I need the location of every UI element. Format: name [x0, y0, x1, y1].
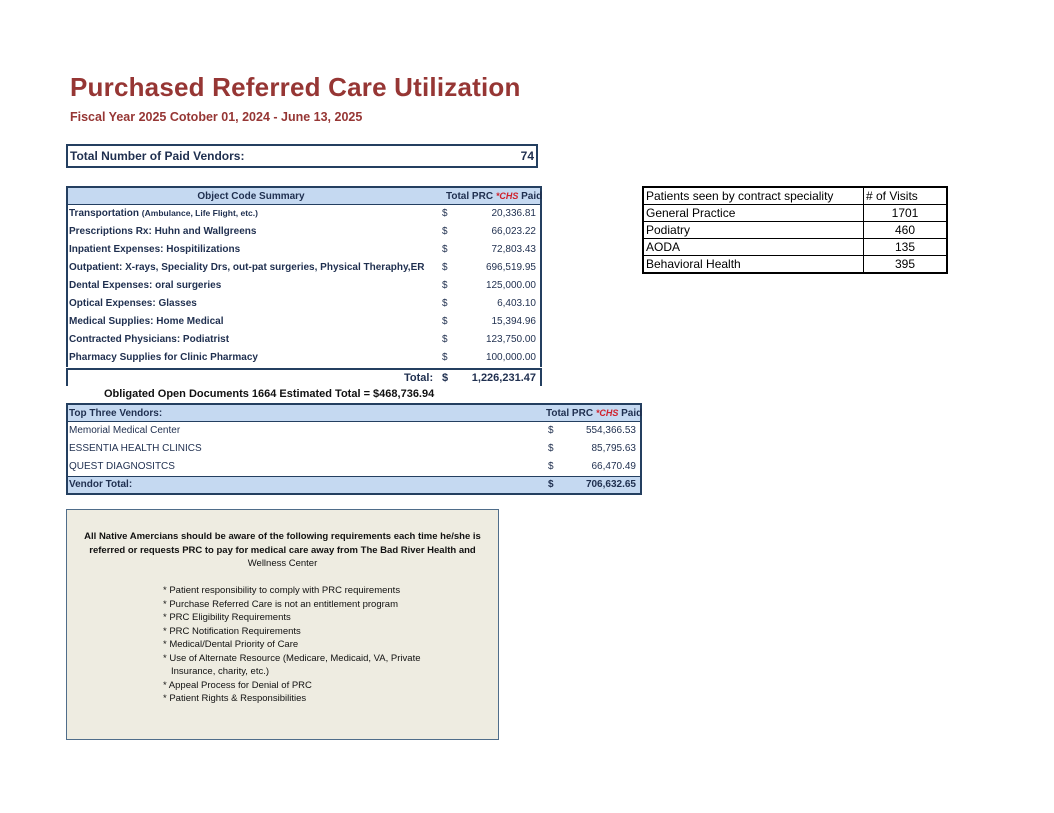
visits-header-row: [643, 187, 947, 205]
notice-item: * Appeal Process for Denial of PRC: [163, 679, 312, 691]
visits-header-count: # of Visits: [864, 187, 948, 205]
notice-item: * PRC Notification Requirements: [163, 625, 301, 637]
vendor-name: ESSENTIA HEALTH CLINICS: [69, 443, 202, 454]
object-row-currency: $: [442, 334, 448, 345]
notice-requirements-list: [163, 584, 463, 706]
object-summary-rows: [68, 205, 540, 367]
header-total-suffix: Paid: [521, 191, 543, 202]
object-row-label: [69, 316, 223, 327]
object-row-label: [69, 208, 258, 219]
object-summary-row: [68, 313, 540, 331]
notice-intro-bold: All Native Amercians should be aware of the following requirements each time he/she is referred or requests PRC to pay for medical care away from The Bad River Health and: [84, 531, 481, 556]
visits-specialty: General Practice: [643, 205, 864, 222]
object-row-currency: $: [442, 226, 448, 237]
object-row-amount: 72,803.43: [491, 244, 536, 255]
object-summary-header-label: Object Code Summary: [197, 191, 305, 202]
notice-item: * PRC Eligibility Requirements: [163, 612, 291, 623]
notice-intro-tail: Wellness Center: [247, 558, 318, 569]
object-summary-header-total: [446, 191, 542, 202]
page-title: Purchased Referred Care Utilization: [70, 72, 521, 102]
total-label: Total:: [404, 372, 434, 384]
notice-item: * Patient Rights & Responsibilities: [163, 693, 307, 704]
object-row-label-main: Dental Expenses: oral surgeries: [69, 280, 222, 291]
object-row-currency: $: [442, 262, 448, 273]
visits-count: 1701: [864, 205, 948, 222]
visits-count: 460: [864, 222, 948, 239]
object-row-label-main: Optical Expenses: Glasses: [69, 298, 197, 309]
object-row-label-main: Inpatient Expenses: Hospitilizations: [69, 244, 241, 255]
total-currency: $: [442, 372, 449, 384]
header-chs-mark: *CHS: [595, 408, 619, 418]
object-row-amount: 15,394.96: [491, 316, 536, 327]
vendor-amount: 85,795.63: [591, 443, 636, 454]
object-summary-row: [68, 331, 540, 349]
vendor-row: [68, 440, 640, 458]
top-vendors-table: [66, 403, 642, 495]
specialty-visits-table: [642, 186, 948, 274]
object-row-label-main: Transportation: [69, 208, 140, 219]
visits-row: [643, 256, 947, 274]
object-row-label: [69, 244, 240, 255]
total-amount: 1,226,231.47: [471, 372, 536, 384]
object-summary-header: [68, 188, 543, 205]
notice-item: * Use of Alternate Resource (Medicare, Medicaid, VA, Private Insurance, charity, etc.): [163, 652, 421, 677]
top-vendors-header: [68, 405, 643, 422]
object-row-amount: 100,000.00: [485, 352, 536, 363]
vendor-amount: 554,366.53: [585, 425, 636, 436]
object-row-currency: $: [442, 298, 448, 309]
object-row-amount: 66,023.22: [491, 226, 536, 237]
object-summary-total-row: [66, 368, 542, 386]
vendor-total-row: [68, 476, 640, 493]
object-summary-row: [68, 349, 540, 367]
vendor-total-amount: 706,632.65: [585, 479, 636, 490]
top-vendors-header-total: [546, 408, 642, 419]
object-row-label-sub: (Ambulance, Life Flight, etc.): [141, 208, 258, 218]
object-row-label: [69, 262, 424, 273]
vendor-name: Memorial Medical Center: [69, 425, 181, 436]
header-chs-mark: *CHS: [495, 191, 519, 201]
visits-row: [643, 239, 947, 256]
object-row-label-main: Outpatient: X-rays, Speciality Drs, out-pat surgeries, Physical Theraphy,ER: [69, 262, 425, 273]
object-row-currency: $: [442, 316, 448, 327]
object-row-amount: 123,750.00: [485, 334, 536, 345]
object-row-amount: 20,336.81: [491, 208, 536, 219]
vendor-total-label: Vendor Total:: [69, 479, 133, 490]
notice-item: * Purchase Referred Care is not an entitlement program: [163, 598, 398, 610]
vendor-currency: $: [548, 425, 554, 436]
object-row-label: [69, 298, 197, 309]
object-row-label-main: Pharmacy Supplies for Clinic Pharmacy: [69, 352, 258, 363]
notice-intro: [75, 530, 490, 571]
visits-header-specialty: Patients seen by contract speciality: [643, 187, 864, 205]
header-total-suffix: Paid: [621, 408, 643, 419]
visits-specialty: Podiatry: [643, 222, 864, 239]
object-row-label: [69, 334, 229, 345]
object-row-amount: 696,519.95: [485, 262, 536, 273]
visits-row: [643, 205, 947, 222]
object-row-label-main: Prescriptions Rx: Huhn and Wallgreens: [69, 226, 257, 237]
visits-count: 395: [864, 256, 948, 274]
object-summary-row: [68, 277, 540, 295]
object-row-amount: 125,000.00: [485, 280, 536, 291]
notice-item: * Patient responsibility to comply with PRC requirements: [163, 585, 401, 596]
visits-row: [643, 222, 947, 239]
obligated-documents-note: Obligated Open Documents 1664 Estimated Total = $468,736.94: [104, 388, 435, 400]
page-subtitle: Fiscal Year 2025 Cotober 01, 2024 - June 13, 2025: [70, 110, 363, 124]
header-total-prefix: Total PRC: [446, 191, 494, 202]
object-row-currency: $: [442, 244, 448, 255]
object-row-currency: $: [442, 208, 448, 219]
prc-requirements-notice: [66, 509, 499, 740]
object-summary-row: [68, 259, 540, 277]
object-code-summary-table: [66, 186, 542, 367]
object-row-currency: $: [442, 352, 448, 363]
object-summary-row: [68, 241, 540, 259]
paid-vendors-label: Total Number of Paid Vendors:: [70, 149, 245, 163]
vendor-name: QUEST DIAGNOSITCS: [69, 461, 175, 472]
notice-item: * Medical/Dental Priority of Care: [163, 639, 299, 650]
object-summary-row: [68, 205, 540, 223]
object-row-label-main: Medical Supplies: Home Medical: [69, 316, 224, 327]
object-row-label: [69, 226, 256, 237]
object-row-label: [69, 280, 221, 291]
vendor-row: [68, 458, 640, 476]
object-summary-row: [68, 223, 540, 241]
object-row-currency: $: [442, 280, 448, 291]
top-vendors-rows: [68, 422, 640, 476]
visits-count: 135: [864, 239, 948, 256]
paid-vendors-value: 74: [520, 149, 534, 163]
vendor-total-currency: $: [548, 479, 554, 490]
header-total-prefix: Total PRC: [546, 408, 594, 419]
vendor-amount: 66,470.49: [591, 461, 636, 472]
paid-vendors-box: [66, 144, 538, 168]
object-row-label: [69, 352, 258, 363]
top-vendors-header-label: Top Three Vendors:: [69, 408, 163, 419]
object-row-amount: 6,403.10: [497, 298, 536, 309]
visits-specialty: AODA: [643, 239, 864, 256]
object-row-label-main: Contracted Physicians: Podiatrist: [69, 334, 230, 345]
object-summary-row: [68, 295, 540, 313]
visits-specialty: Behavioral Health: [643, 256, 864, 274]
vendor-currency: $: [548, 443, 554, 454]
vendor-currency: $: [548, 461, 554, 472]
vendor-row: [68, 422, 640, 440]
